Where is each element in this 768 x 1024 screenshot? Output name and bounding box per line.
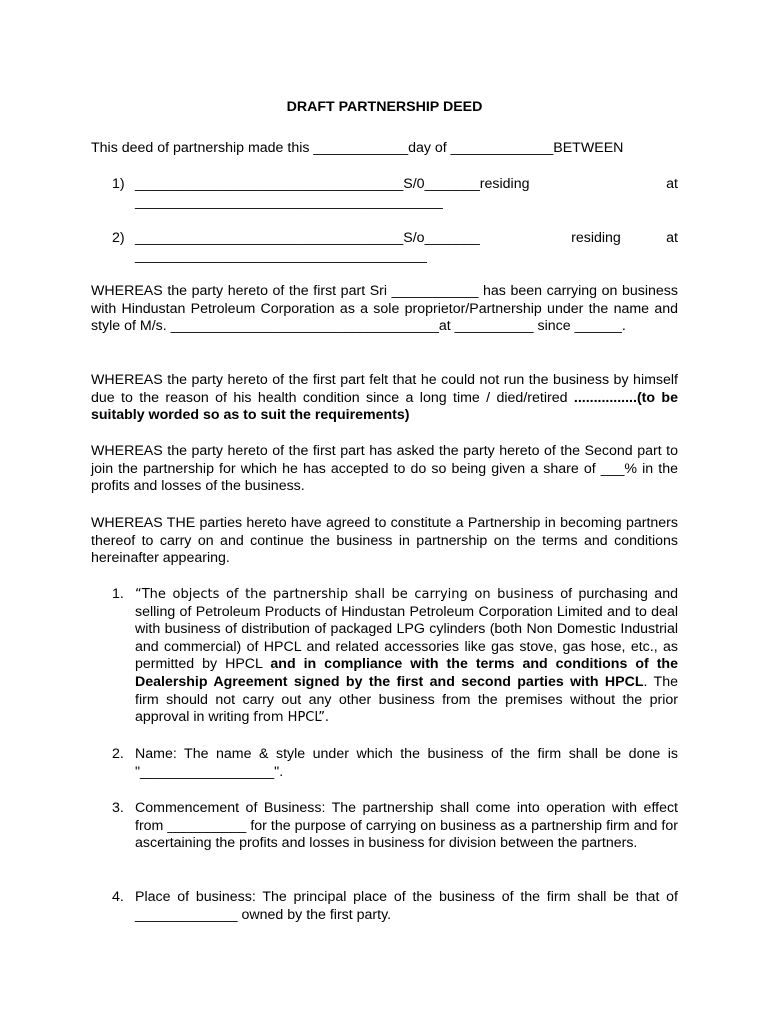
party-1-at: at	[666, 176, 678, 192]
party-2-at: at	[666, 230, 678, 246]
clause-1-text	[135, 586, 678, 727]
clause-1-number: 1.	[112, 586, 124, 602]
whereas-paragraph-1: WHEREAS the party hereto of the first part Sri ___________ has been carrying on business with Hindustan Petroleum Corporation as a sole proprietor/Partnership under the name and style of M/s. __________________________________at __________ since ______.	[91, 283, 678, 335]
clause-3-number: 3.	[112, 800, 124, 816]
clause-1-bold-part: and in compliance with the terms and conditions of the Dealership Agreement signed by the first and second parties with HPCL	[135, 656, 678, 690]
whereas-paragraph-4: WHEREAS THE parties hereto have agreed to constitute a Partnership in becoming partners thereof to carry on and continue the business in partnership on the terms and conditions hereinafter appearing.	[91, 515, 678, 567]
clause-1-part-e: from HPCL”.	[253, 710, 330, 726]
clause-1-part-d: . The firm should not carry out any other business from the premises without the prior approval in writing	[135, 673, 678, 726]
whereas-2-text: WHEREAS the party hereto of the first part felt that he could not run the business by himself due to the reason of his health condition since a long time / died/retired	[91, 372, 678, 406]
clause-1-part-b: of purchasing and selling of Petroleum Products of Hindustan Petroleum Corporation Limited and to deal with business of distribution of packaged LPG cylinders (both Non Domestic Industrial and commercial) of HPCL and related accessories like gas stove, gas hose, etc., as permitted by HPCL	[135, 586, 678, 673]
party-1-address-field: _______________________________________	[135, 194, 443, 210]
party-2-line	[135, 230, 678, 248]
party-1-name-field: __________________________________S/0_______residing	[135, 176, 530, 192]
whereas-2-bold-note: ................(to be suitably worded so as to suit the requirements)	[91, 389, 678, 424]
deed-intro: This deed of partnership made this ____________day of _____________BETWEEN	[91, 140, 624, 156]
document-title: DRAFT PARTNERSHIP DEED	[286, 99, 483, 115]
whereas-paragraph-2	[91, 372, 678, 425]
party-1-number: 1)	[112, 176, 125, 192]
clause-2-text: Name: The name & style under which the business of the firm shall be done is "_________________".	[135, 746, 678, 780]
party-2-name-field: __________________________________S/o_______	[135, 230, 480, 246]
clause-1-part-a: “The objects of the partnership shall be carrying on business	[135, 587, 554, 602]
party-1-line	[135, 176, 678, 194]
party-2-address-field: _____________________________________	[135, 248, 427, 264]
whereas-paragraph-3: WHEREAS the party hereto of the first part has asked the party hereto of the Second part to join the partnership for which he has accepted to do so being given a share of ___% in the profits and losses of the business.	[91, 443, 678, 495]
clause-3-text: Commencement of Business: The partnership shall come into operation with effect from __________ for the purpose of carrying on business as a partnership firm and for ascertaining the profits and losses in business for division between the partners.	[135, 800, 678, 852]
clause-4-number: 4.	[112, 889, 124, 905]
party-2-residing: residing	[571, 230, 621, 246]
party-2-number: 2)	[112, 230, 125, 246]
clause-4-text: Place of business: The principal place of the business of the firm shall be that of _____________ owned by the first party.	[135, 889, 678, 923]
clause-2-number: 2.	[112, 746, 124, 762]
